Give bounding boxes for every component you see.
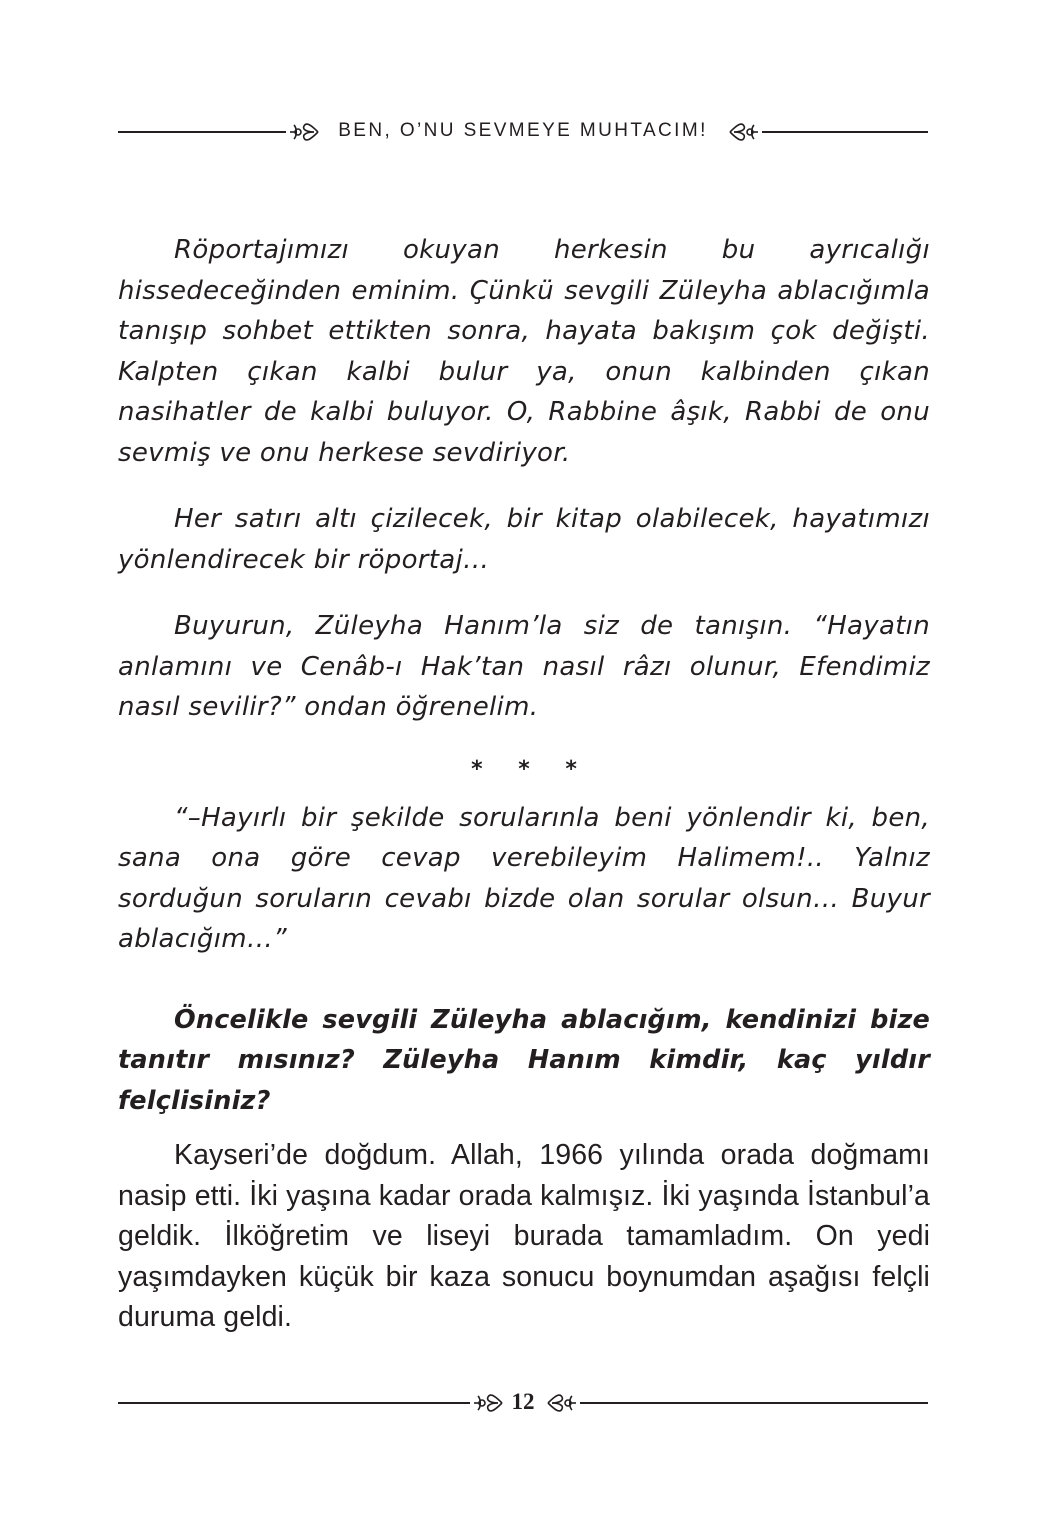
floral-ornament-right-icon xyxy=(728,116,760,148)
section-separator: * * * xyxy=(471,756,591,782)
page-body xyxy=(118,230,930,1338)
running-header-title: BEN, O’NU SEVMEYE MUHTACIM! xyxy=(338,120,708,141)
header-rule-right xyxy=(762,131,928,133)
footer-rule-right xyxy=(580,1402,928,1404)
quote-paragraph: “–Hayırlı bir şekilde sorularınla beni yönlendir ki, ben, sana ona göre cevap verebileyim Halimem!.. Yalnız sorduğun soruların cevabı bizde olan sorular olsun… Buyur ablacığım…” xyxy=(118,802,930,954)
interview-question: Öncelikle sevgili Züleyha ablacığım, kendinizi bize tanıtır mısınız? Züleyha Hanım kimdir, kaç yıldır felçlisiniz? xyxy=(118,1004,930,1116)
intro-paragraph-2: Her satırı altı çizilecek, bir kitap olabilecek, hayatımızı yönlendirecek bir röportaj… xyxy=(118,504,930,575)
page-number: 12 xyxy=(511,1389,535,1414)
running-footer xyxy=(118,1383,928,1423)
running-header xyxy=(118,112,928,152)
intro-paragraph-1: Röportajımızı okuyan herkesin bu ayrıcalığı hissedeceğinden eminim. Çünkü sevgili Züleyha ablacığımla tanışıp sohbet ettikten sonra, hayata bakışım çok değişti. Kalpten çıkan kalbi bulur ya, onun kalbinden çıkan nasihatler de kalbi buluyor. O, Rabbine âşık, Rabbi de onu sevmiş ve onu herkese sevdiriyor. xyxy=(118,235,930,468)
interview-answer: Kayseri’de doğdum. Allah, 1966 yılında orada doğmamı nasip etti. İki yaşına kadar orada kalmışız. İki yaşında İstanbul’a geldik. İlköğretim ve liseyi burada tamamladım. On yedi yaşımdayken küçük bir kaza sonucu boynumdan aşağısı felçli duruma geldi. xyxy=(118,1139,930,1333)
intro-paragraph-3: Buyurun, Züleyha Hanım’la siz de tanışın. “Hayatın anlamını ve Cenâb-ı Hak’tan nasıl râzı olunur, Efendimiz nasıl sevilir?” ondan öğrenelim. xyxy=(118,611,930,722)
floral-ornament-right-icon xyxy=(546,1387,578,1419)
